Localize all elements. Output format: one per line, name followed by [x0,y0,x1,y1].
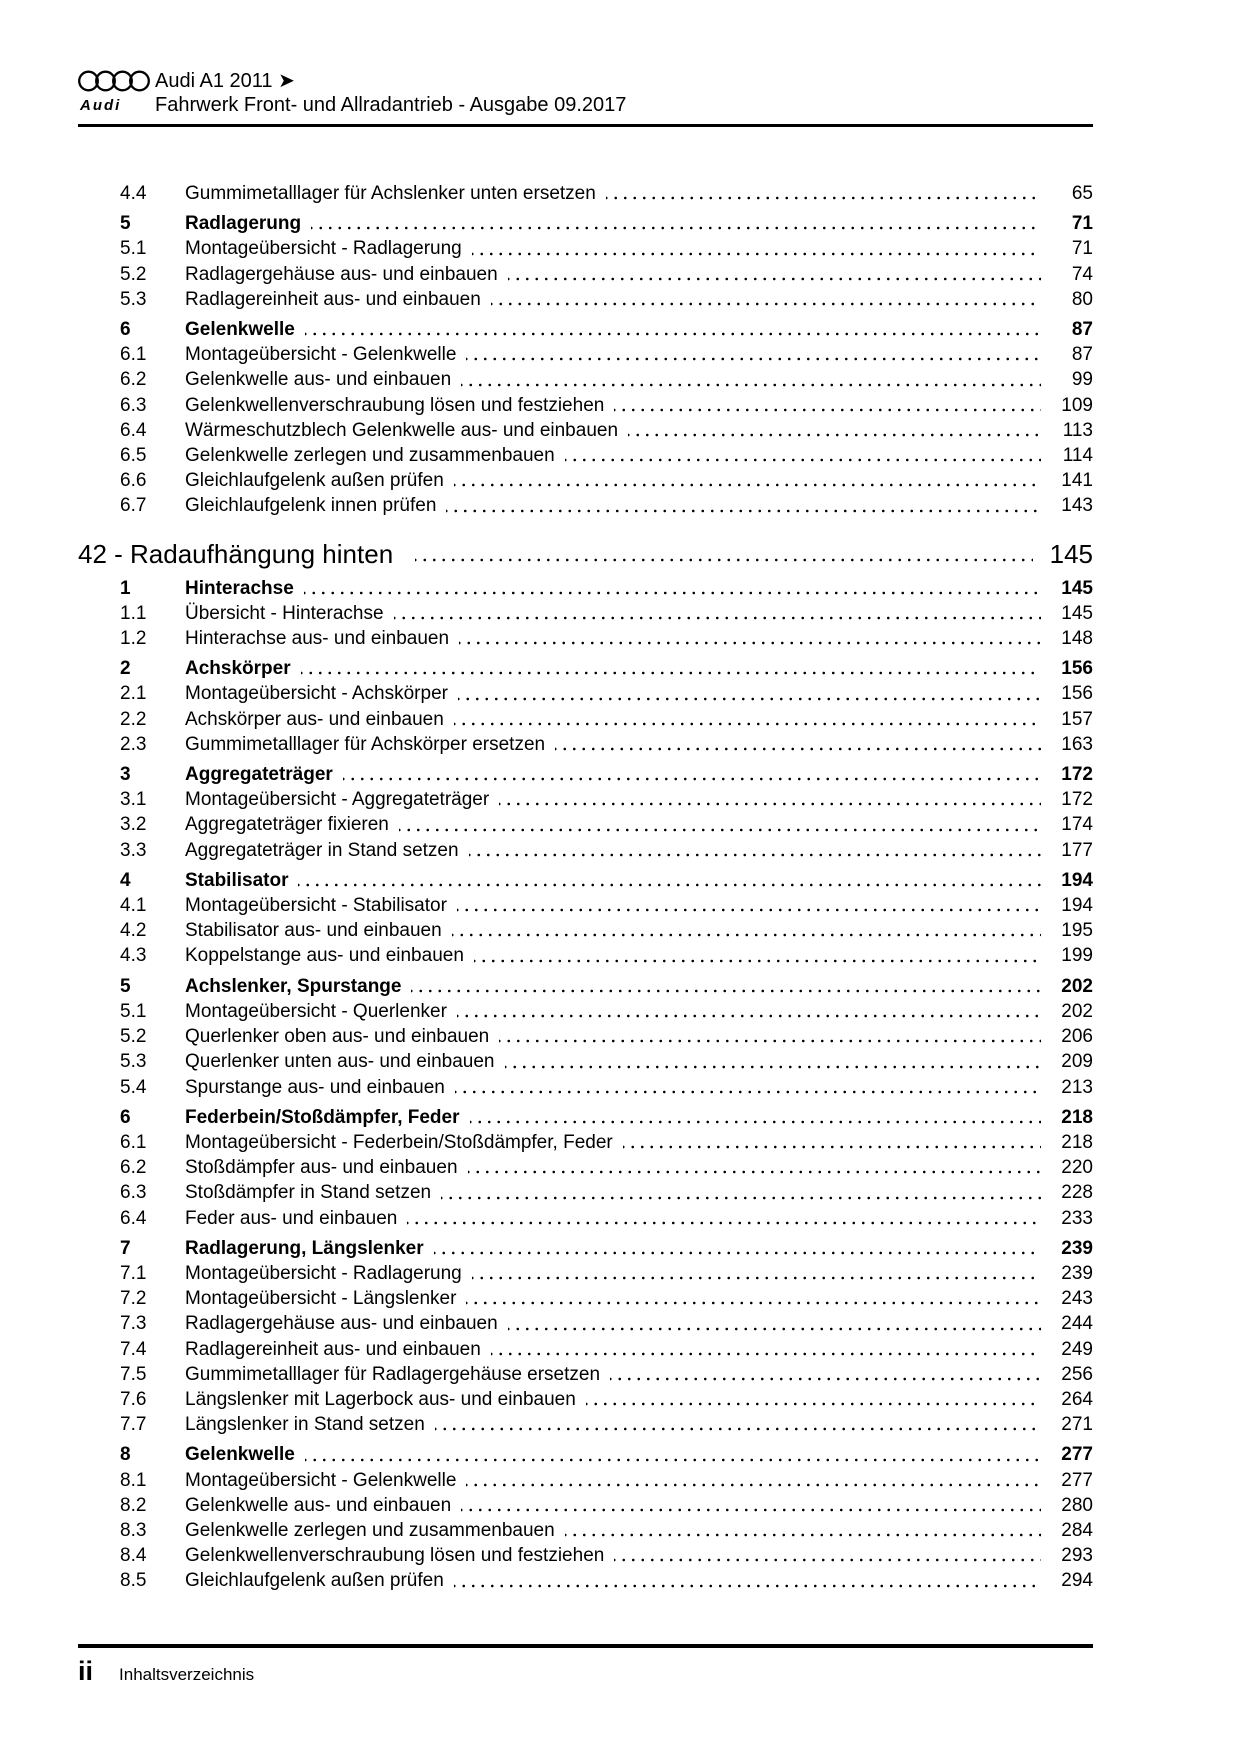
dot-leader [565,443,1041,468]
toc-entry-page: 114 [1062,445,1093,467]
toc-entry-number: 3.3 [120,839,147,861]
dot-leader [298,868,1041,893]
toc-entry-page: 239 [1061,1262,1093,1284]
toc-entry-number: 8.4 [120,1545,147,1567]
toc-entry-page: 194 [1061,895,1093,917]
toc-entry-page: 157 [1061,708,1093,730]
toc-entry-number: 6.1 [120,1131,147,1153]
toc-entry [78,868,1093,893]
toc-entry [78,1387,1093,1412]
toc-entry-title: Gelenkwelle [185,1444,295,1466]
footer-area [78,1644,1093,1687]
toc-entry-title: Spurstange aus- und einbauen [185,1076,445,1098]
toc-entry-number: 6.5 [120,445,147,467]
chapter-title: 42 - Radaufhängung hinten [78,538,394,569]
toc-entry [78,812,1093,837]
toc-entry-number: 7.4 [120,1338,147,1360]
toc-entry-title: Radlagereinheit aus- und einbauen [185,1338,481,1360]
toc-entry-title: Gelenkwelle zerlegen und zusammenbauen [185,1519,555,1541]
toc-entry-title: Gelenkwellenverschraubung lösen und festziehen [185,394,605,416]
dot-leader [435,1412,1041,1437]
dot-leader [565,1518,1041,1543]
toc-entry-title: Montageübersicht - Gelenkwelle [185,1469,457,1491]
toc-entry-title: Stoßdämpfer in Stand setzen [185,1182,432,1204]
header-doc-title: Fahrwerk Front- und Allradantrieb - Ausgabe 09.2017 [155,94,627,116]
toc-entry-page: 74 [1071,263,1093,285]
audi-rings-icon [78,66,150,96]
toc-entry [78,1568,1093,1593]
toc-entry-number: 6 [120,1106,131,1128]
toc-entry [78,393,1093,418]
toc-entry-number: 4.4 [120,183,147,204]
toc-entry-title: Montageübersicht - Aggregateträger [185,789,490,811]
toc-entry-number: 8.5 [120,1570,147,1592]
toc-entry [78,1155,1093,1180]
toc-entry-title: Achslenker, Spurstange [185,975,402,997]
toc-entry-page: 109 [1061,394,1093,416]
toc-entry [78,707,1093,732]
toc-entry-number: 7.5 [120,1363,147,1385]
toc-entry-number: 6.1 [120,344,147,366]
toc-entry-page: 113 [1062,419,1093,441]
toc-entry-title: Gleichlaufgelenk innen prüfen [185,495,437,517]
dot-leader [454,468,1041,493]
dot-leader [499,787,1041,812]
dot-leader [415,537,1033,571]
toc-entry-number: 7.6 [120,1388,147,1410]
toc-section-front-axle [78,181,1093,519]
toc-entry [78,1362,1093,1387]
dot-leader [508,1311,1041,1336]
toc-entry-page: 218 [1061,1106,1093,1128]
toc-entry-title: Radlagerung, Längslenker [185,1237,424,1259]
toc-entry-number: 6.3 [120,1182,147,1204]
toc-entry-page: 249 [1061,1338,1093,1360]
toc-entry-number: 8.2 [120,1494,147,1516]
toc-entry-page: 202 [1061,1000,1093,1022]
toc-entry-title: Montageübersicht - Stabilisator [185,895,447,917]
toc-entry-title: Achskörper [185,658,291,680]
toc-entry [78,1075,1093,1100]
dot-leader [459,626,1041,651]
toc-entry [78,236,1093,261]
toc-entry [78,1468,1093,1493]
toc-entry [78,576,1093,601]
toc-entry-number: 7.1 [120,1262,147,1284]
toc-entry [78,974,1093,999]
dot-leader [457,893,1041,918]
toc-entry-page: 148 [1061,628,1093,650]
toc-entry-title: Radlagerung [185,213,302,235]
toc-entry-page: 156 [1061,658,1093,680]
toc-entry [78,1518,1093,1543]
toc-entry-number: 5.2 [120,263,147,285]
toc-entry [78,1493,1093,1518]
dot-leader [508,262,1041,287]
toc-entry-page: 163 [1061,733,1093,755]
toc-entry-page: 293 [1061,1545,1093,1567]
toc-entry [78,1261,1093,1286]
toc-entry-page: 220 [1061,1157,1093,1179]
toc-entry [78,626,1093,651]
toc-entry-page: 277 [1061,1444,1093,1466]
dot-leader [457,999,1041,1024]
dot-leader [614,393,1041,418]
dot-leader [505,1049,1041,1074]
toc-entry-title: Stabilisator [185,869,289,891]
toc-entry [78,893,1093,918]
toc-entry-title: Aggregateträger [185,764,333,786]
toc-entry-page: 218 [1061,1131,1093,1153]
toc-entry-title: Federbein/Stoßdämpfer, Feder [185,1106,460,1128]
dot-leader [628,418,1041,443]
toc-entry-title: Gleichlaufgelenk außen prüfen [185,1570,444,1592]
toc-entry [78,1049,1093,1074]
dot-leader [491,1337,1041,1362]
dot-leader [304,576,1041,601]
toc-entry [78,838,1093,863]
table-of-contents [78,181,1093,1594]
toc-entry-page: 228 [1061,1182,1093,1204]
toc-entry-title: Montageübersicht - Gelenkwelle [185,344,457,366]
dot-leader [461,367,1041,392]
toc-entry-page: 87 [1071,319,1093,341]
dot-leader [470,1105,1042,1130]
toc-entry-number: 4.2 [120,920,147,942]
toc-entry-page: 195 [1061,920,1093,942]
toc-entry-title: Hinterachse [185,577,294,599]
toc-entry-title: Gummimetalllager für Achskörper ersetzen [185,733,546,755]
toc-entry [78,1024,1093,1049]
toc-entry-page: 199 [1061,945,1093,967]
toc-entry-title: Montageübersicht - Querlenker [185,1000,447,1022]
toc-entry [78,1180,1093,1205]
toc-entry-page: 87 [1071,344,1093,366]
chapter-page-number: 145 [1049,538,1093,569]
toc-entry-title: Gelenkwelle aus- und einbauen [185,369,452,391]
dot-leader [491,287,1041,312]
toc-entry-title: Montageübersicht - Achskörper [185,683,448,705]
toc-entry [78,367,1093,392]
dot-leader [394,601,1041,626]
toc-entry-title: Aggregateträger in Stand setzen [185,839,459,861]
toc-entry-title: Gummimetalllager für Achslenker unten ersetzen [185,183,596,204]
toc-entry [78,317,1093,342]
toc-entry-title: Hinterachse aus- und einbauen [185,628,450,650]
toc-chapter-heading [78,537,1093,571]
toc-entry-title: Montageübersicht - Radlagerung [185,238,462,260]
toc-entry [78,1105,1093,1130]
toc-entry [78,1337,1093,1362]
toc-entry [78,918,1093,943]
toc-entry [78,342,1093,367]
toc-entry [78,262,1093,287]
toc-entry-page: 277 [1061,1469,1093,1491]
toc-entry-number: 2.2 [120,708,147,730]
toc-entry-title: Radlagereinheit aus- und einbauen [185,288,481,310]
header-divider [78,124,1093,127]
toc-entry-page: 65 [1071,183,1093,204]
toc-entry-page: 145 [1061,602,1093,624]
dot-leader [614,1543,1041,1568]
toc-entry [78,762,1093,787]
toc-entry-title: Aggregateträger fixieren [185,814,389,836]
toc-entry-number: 5.1 [120,238,147,260]
toc-entry-number: 2 [120,658,131,680]
toc-entry-number: 8.3 [120,1519,147,1541]
dot-leader [472,1261,1041,1286]
toc-entry-page: 209 [1061,1051,1093,1073]
toc-entry-number: 6.7 [120,495,147,517]
toc-entry-page: 172 [1061,764,1093,786]
toc-entry-page: 99 [1071,369,1093,391]
dot-leader [305,317,1041,342]
toc-entry-page: 202 [1061,975,1093,997]
dot-leader [452,918,1041,943]
toc-entry-title: Radlagergehäuse aus- und einbauen [185,1313,498,1335]
dot-leader [305,1442,1041,1467]
toc-entry [78,1130,1093,1155]
dot-leader [311,211,1041,236]
toc-entry-number: 5 [120,213,131,235]
toc-entry [78,681,1093,706]
dot-leader [455,1075,1041,1100]
toc-entry-number: 6.6 [120,470,147,492]
toc-entry-number: 5.3 [120,288,147,310]
toc-entry-title: Gummimetalllager für Radlagergehäuse ersetzen [185,1363,601,1385]
toc-entry-number: 4.1 [120,895,147,917]
toc-entry-title: Montageübersicht - Radlagerung [185,1262,462,1284]
toc-entry-page: 145 [1061,577,1093,599]
header-titles [155,66,626,117]
audi-logo [78,66,155,114]
toc-entry-number: 8.1 [120,1469,147,1491]
toc-entry-page: 177 [1061,839,1093,861]
audi-wordmark: Audi [80,97,122,114]
footer-divider [78,1644,1093,1648]
toc-entry [78,1311,1093,1336]
toc-entry-page: 233 [1061,1207,1093,1229]
dot-leader [555,732,1041,757]
toc-entry-number: 5.3 [120,1051,147,1073]
toc-entry-title: Wärmeschutzblech Gelenkwelle aus- und einbauen [185,419,619,441]
dot-leader [466,1468,1041,1493]
page-header [78,66,1093,117]
toc-entry-title: Querlenker unten aus- und einbauen [185,1051,495,1073]
toc-entry-page: 284 [1061,1519,1093,1541]
toc-entry-number: 5.4 [120,1076,147,1098]
dot-leader [466,342,1041,367]
toc-entry-title: Koppelstange aus- und einbauen [185,945,464,967]
dot-leader [623,1130,1041,1155]
toc-entry-number: 3 [120,764,131,786]
dot-leader [441,1180,1041,1205]
toc-entry-number: 2.1 [120,683,147,705]
toc-entry-title: Übersicht - Hinterachse [185,602,384,624]
toc-entry [78,468,1093,493]
toc-entry [78,1236,1093,1261]
toc-entry [78,732,1093,757]
toc-entry-number: 6.2 [120,369,147,391]
dot-leader [474,943,1041,968]
toc-entry-title: Gelenkwelle [185,319,295,341]
dot-leader [472,236,1041,261]
toc-entry-page: 141 [1061,470,1093,492]
header-model-line: Audi A1 2011 ➤ [155,70,295,92]
toc-entry [78,999,1093,1024]
toc-entry-number: 2.3 [120,733,147,755]
dot-leader [454,707,1041,732]
toc-entry-number: 5.2 [120,1026,147,1048]
toc-entry-title: Gleichlaufgelenk außen prüfen [185,470,444,492]
dot-leader [446,493,1041,518]
toc-entry [78,1543,1093,1568]
toc-entry-page: 243 [1061,1288,1093,1310]
toc-entry-number: 7.7 [120,1414,147,1436]
toc-entry-title: Achskörper aus- und einbauen [185,708,444,730]
toc-entry-number: 3.2 [120,814,147,836]
dot-leader [407,1206,1041,1231]
toc-entry-page: 294 [1061,1570,1093,1592]
toc-entry-number: 6 [120,319,131,341]
toc-entry-page: 264 [1061,1388,1093,1410]
dot-leader [411,974,1041,999]
toc-entry-title: Gelenkwelle zerlegen und zusammenbauen [185,445,555,467]
toc-entry-title: Querlenker oben aus- und einbauen [185,1026,490,1048]
toc-entry [78,787,1093,812]
toc-entry-number: 6.4 [120,1207,147,1229]
toc-entry-page: 244 [1061,1313,1093,1335]
toc-entry [78,1206,1093,1231]
dot-leader [434,1236,1041,1261]
page-footer [78,1656,1093,1687]
toc-entry-number: 4.3 [120,945,147,967]
toc-entry [78,1286,1093,1311]
dot-leader [343,762,1041,787]
toc-entry [78,493,1093,518]
dot-leader [610,1362,1041,1387]
footer-label: Inhaltsverzeichnis [119,1664,255,1684]
dot-leader [469,838,1041,863]
dot-leader [399,812,1041,837]
toc-entry-number: 8 [120,1444,131,1466]
toc-entry-page: 172 [1061,789,1093,811]
dot-leader [454,1568,1041,1593]
toc-entry-number: 4 [120,869,131,891]
toc-entry-title: Längslenker mit Lagerbock aus- und einbauen [185,1388,576,1410]
dot-leader [606,181,1041,206]
toc-entry [78,418,1093,443]
dot-leader [499,1024,1041,1049]
toc-entry-title: Längslenker in Stand setzen [185,1414,425,1436]
toc-entry-page: 143 [1061,495,1093,517]
toc-entry [78,1442,1093,1467]
toc-entry-title: Montageübersicht - Federbein/Stoßdämpfer, Feder [185,1131,613,1153]
toc-entry-number: 3.1 [120,789,147,811]
toc-section-rear-axle [78,576,1093,1594]
toc-entry-number: 7.3 [120,1313,147,1335]
toc-entry [78,601,1093,626]
toc-entry-page: 271 [1061,1414,1093,1436]
toc-entry-page: 206 [1061,1026,1093,1048]
toc-entry-title: Stabilisator aus- und einbauen [185,920,442,942]
toc-entry-page: 71 [1071,238,1093,260]
toc-entry-number: 1.2 [120,628,147,650]
toc-entry [78,443,1093,468]
toc-entry [78,943,1093,968]
toc-entry-number: 6.2 [120,1157,147,1179]
toc-entry-page: 174 [1061,814,1093,836]
toc-entry-title: Stoßdämpfer aus- und einbauen [185,1157,458,1179]
dot-leader [458,681,1041,706]
toc-entry-title: Gelenkwelle aus- und einbauen [185,1494,452,1516]
toc-entry [78,1412,1093,1437]
toc-entry-page: 239 [1061,1237,1093,1259]
toc-entry-page: 71 [1071,213,1093,235]
toc-entry-page: 213 [1061,1076,1093,1098]
toc-entry-title: Feder aus- und einbauen [185,1207,398,1229]
toc-entry-page: 156 [1061,683,1093,705]
toc-entry-page: 280 [1061,1494,1093,1516]
toc-entry-page: 194 [1061,869,1093,891]
toc-entry-number: 5 [120,975,131,997]
dot-leader [586,1387,1041,1412]
dot-leader [301,656,1041,681]
toc-entry-title: Radlagergehäuse aus- und einbauen [185,263,498,285]
dot-leader [461,1493,1041,1518]
toc-entry [78,181,1093,206]
toc-entry-number: 7 [120,1237,131,1259]
toc-entry-title: Montageübersicht - Längslenker [185,1288,457,1310]
toc-entry [78,656,1093,681]
toc-entry-number: 1 [120,577,131,599]
dot-leader [466,1286,1041,1311]
dot-leader [468,1155,1041,1180]
toc-entry-title: Gelenkwellenverschraubung lösen und festziehen [185,1545,605,1567]
toc-entry-number: 6.3 [120,394,147,416]
toc-entry [78,287,1093,312]
toc-entry-number: 1.1 [120,602,147,624]
toc-entry-page: 80 [1071,288,1093,310]
footer-page-number: ii [78,1655,94,1686]
toc-entry-number: 6.4 [120,419,147,441]
toc-entry-page: 256 [1061,1363,1093,1385]
toc-entry-number: 5.1 [120,1000,147,1022]
toc-entry-number: 7.2 [120,1288,147,1310]
toc-entry [78,211,1093,236]
